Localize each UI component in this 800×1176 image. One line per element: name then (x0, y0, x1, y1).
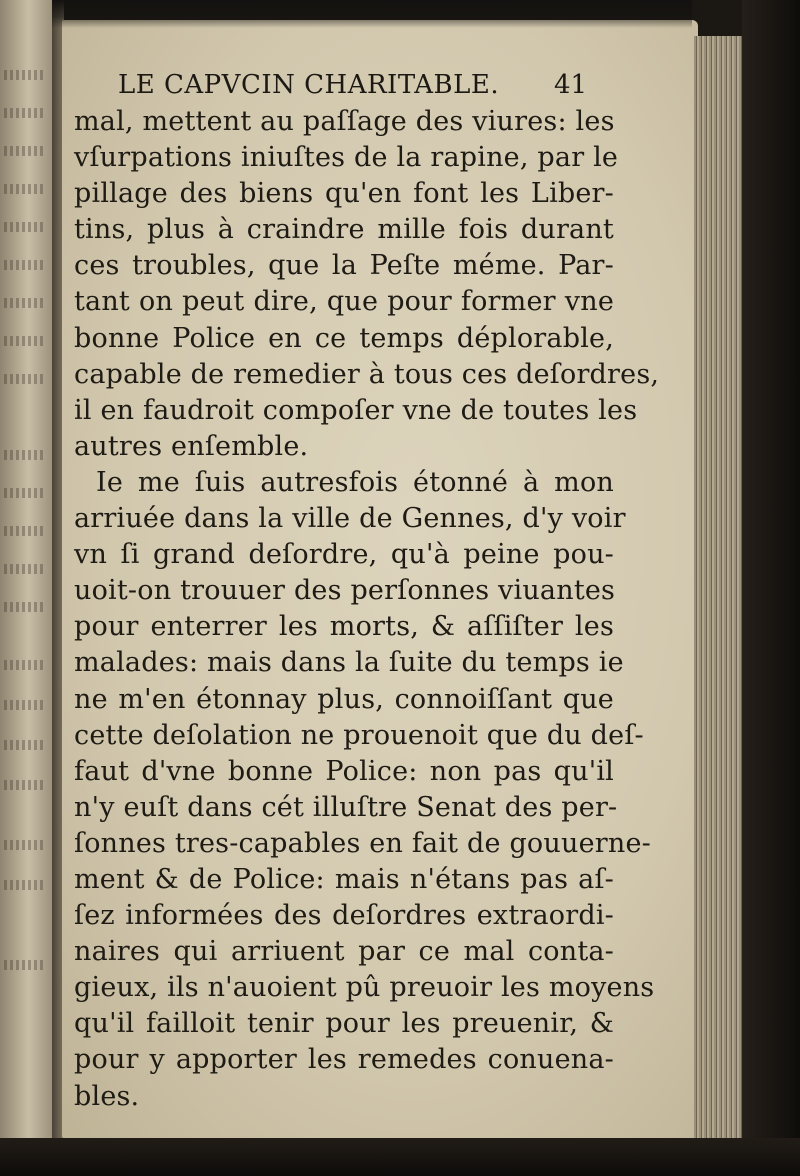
text-line: ne m'en étonnay plus, connoiſſant que (74, 683, 614, 715)
text-line: ſonnes tres-capables en fait de gouuerne- (74, 827, 651, 859)
page-block-edge (694, 36, 742, 1150)
running-head: LE CAPVCIN CHARITABLE. (118, 70, 500, 100)
text-line: arriuée dans la ville de Gennes, d'y voir (74, 503, 626, 535)
text-line: pour y apporter les remedes conuena- (74, 1044, 614, 1076)
text-line: pour enterrer les morts, & aſſiſter les (74, 611, 614, 643)
bottom-shadow (0, 1138, 800, 1176)
text-line: il en faudroit compoſer vne de toutes les (74, 394, 638, 426)
paragraph-start-line: Ie me ſuis autresfois étonné à mon (96, 466, 614, 498)
text-line: pillage des biens qu'en font les Liber- (74, 178, 614, 210)
text-line: vn ſi grand deſordre, qu'à peine pou- (74, 539, 614, 571)
book-cover-edge (742, 0, 800, 1176)
text-line: cette deſolation ne prouenoit que du deſ- (74, 719, 644, 751)
text-line: mal, mettent au paſſage des viures: les (74, 106, 615, 137)
text-line: n'y euſt dans cét illuſtre Senat des per- (74, 791, 618, 823)
text-line: faut d'vne bonne Police: non pas qu'il (74, 755, 614, 787)
text-line: uoit-on trouuer des perſonnes viuantes (74, 575, 616, 607)
page-number: 41 (554, 70, 588, 100)
text-line: gieux, ils n'auoient pû preuoir les moyens (74, 972, 655, 1004)
top-shadow (52, 0, 692, 28)
text-line: ment & de Police: mais n'étans pas aſ- (74, 863, 614, 895)
text-line: bonne Police en ce temps déplorable, (74, 322, 614, 354)
text-line: ces troubles, que la Peſte méme. Par- (74, 250, 614, 282)
text-line: naires qui arriuent par ce mal conta- (74, 936, 614, 968)
text-line: vſurpations iniuſtes de la rapine, par le (74, 142, 619, 174)
body-text (74, 104, 660, 1115)
text-line: tins, plus à craindre mille fois durant (74, 214, 614, 246)
text-line: ſez informées des deſordres extraordi- (74, 900, 614, 932)
text-line: tant on peut dire, que pour former vne (74, 286, 614, 318)
text-line: malades: mais dans la ſuite du temps ie (74, 647, 624, 679)
facing-page-edge (0, 0, 52, 1176)
paragraph-end-line: bles. (74, 1080, 140, 1112)
text-line: capable de remedier à tous ces deſordres, (74, 358, 660, 390)
paragraph-end-line: autres enſemble. (74, 430, 309, 462)
text-line: qu'il failloit tenir pour les preuenir, & (74, 1008, 614, 1040)
